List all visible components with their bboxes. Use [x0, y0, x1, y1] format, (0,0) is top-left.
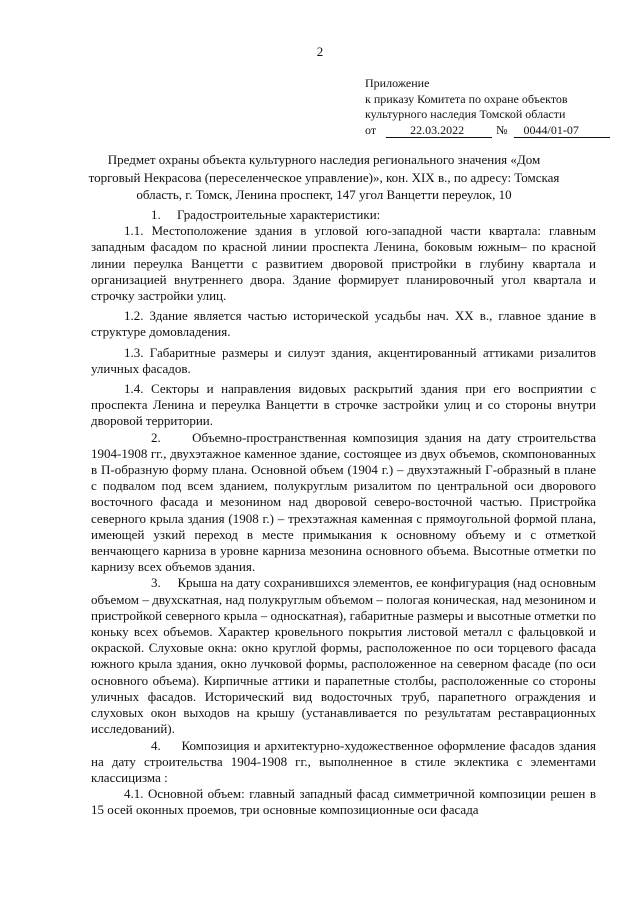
appendix-line-1: Приложение — [365, 76, 430, 90]
appendix-line-3: культурного наследия Томской области — [365, 107, 566, 121]
number-label: № — [496, 122, 508, 137]
page-number: 2 — [316, 44, 324, 59]
appendix-date-row — [365, 123, 610, 139]
paragraph-2: 2. Объемно-пространственная композиция здания на дату строительства 1904-1908 гг., двухэтажное каменное здание, состоящее из двух объемов, скомпонованных в П-образную форму плана. Основной объем (1904 г.) – двухэтажный Г-образный в плане с подвалом под всем зданием, полукруглым ризалитом по центральной оси дворового восточного фасада и мезонином над дворовой северо-восточной частью. Пристройка северного крыла здания (1908 г.) – трехэтажная каменная с прямоугольной формой плана, имеющей узкий переход в месте примыкания к основному объему и с отметкой венчающего карниза в уровне карниза мезонина основного объема. Высотные отметки по карнизу всех объемов здания. — [91, 429, 596, 575]
paragraph-4-1: 4.1. Основной объем: главный западный фасад симметричной композиции решен в 15 осей оконных проемов, три основные композиционные оси фасада — [91, 786, 596, 818]
document-title: Предмет охраны объекта культурного наследия регионального значения «Дом торговый Некрасова (переселенческое управление)», кон. XIX в., по адресу: Томская область, г. Томск, Ленина проспект, 147 угол Ванцетти переулок, 10 — [88, 152, 560, 202]
paragraph-1-4: 1.4. Секторы и направления видовых раскрытий здания при его восприятии с проспекта Ленина и переулка Ванцетти в строчке застройки улиц и со стороны внутри дворовой территории. — [91, 381, 596, 429]
paragraph-4: 4. Композиция и архитектурно-художественное оформление фасадов здания на дату строительства 1904-1908 гг., выполненное в стиле эклектика с элементами классицизма : — [91, 737, 596, 785]
order-date: 22.03.2022 — [386, 124, 492, 138]
appendix-block — [365, 76, 610, 138]
paragraph-1-1: 1.1. Местоположение здания в угловой юго-западной части квартала: главным западным фасадом по красной линии проспекта Ленина, боковым южным– по красной линии переулка Ванцетти с развитием дворовой пристройки в глубину квартала и организацией внутреннего двора. Здание формирует планировочный угол квартала и строчку застройки улиц. — [91, 223, 596, 304]
order-number: 0044/01-07 — [514, 124, 610, 138]
paragraph-1-2: 1.2. Здание является частью исторической усадьбы нач. XX в., главное здание в структуре домовладения. — [91, 308, 596, 340]
paragraph-3: 3. Крыша на дату сохранившихся элементов, ее конфигурация (над основным объемом – двухскатная, над полукруглым объемом – пологая коническая, над мезонином и пристройкой северного крыла – односкатная), габаритные размеры и высотные отметки по коньку всех объемов. Характер кровельного покрытия листовой металл с фальцовкой и окраской. Слуховые окна: окно круглой формы, расположенное по оси торцевого фасада южного крыла здания, окно лучковой формы, расположенное на северном фасаде (по оси основного объема). Кирпичные аттики и парапетные столбы, расположенные со стороны уличных фасадов. Исторический вид водосточных труб, парапетного ограждения и слуховых окон выходов на крышу (устанавливается по результатам реставрационных исследований). — [91, 575, 596, 737]
from-label: от — [365, 122, 377, 137]
paragraph-1: 1. Градостроительные характеристики: — [151, 207, 381, 222]
paragraph-1-3: 1.3. Габаритные размеры и силуэт здания, акцентированный аттиками ризалитов уличных фасадов. — [91, 344, 596, 376]
appendix-line-2: к приказу Комитета по охране объектов — [365, 91, 568, 106]
document-body — [91, 207, 596, 819]
